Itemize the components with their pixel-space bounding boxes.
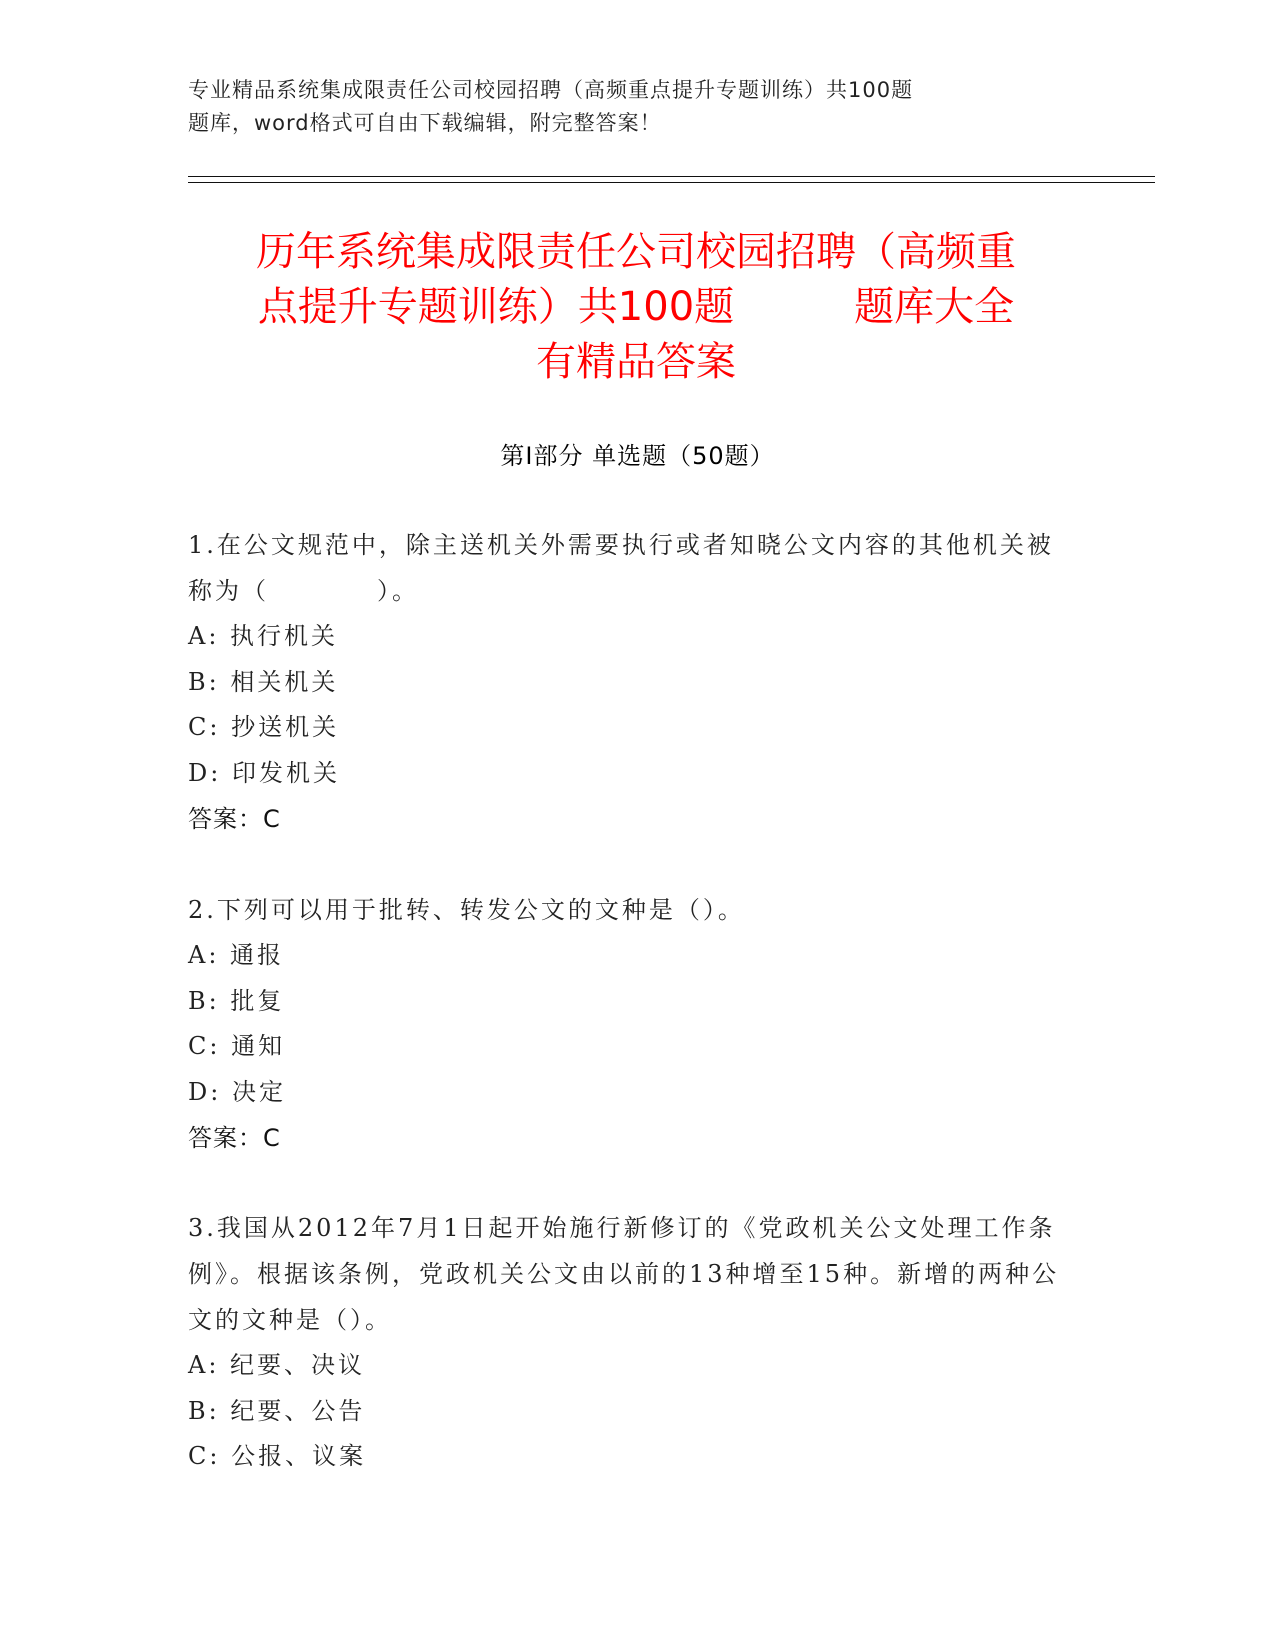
option-b: B: 相关机关 xyxy=(188,667,339,696)
question-text: 2.下列可以用于批转、转发公文的文种是（）。 xyxy=(188,896,745,924)
question-3 xyxy=(188,1205,1068,1480)
option-d: D: 决定 xyxy=(188,1077,286,1106)
question-text: 1.在公文规范中，除主送机关外需要执行或者知晓公文内容的其他机关被称为（ ）。 xyxy=(188,531,1054,605)
option-c: C: 通知 xyxy=(188,1032,286,1060)
question-1 xyxy=(188,522,1068,842)
option-d: D: 印发机关 xyxy=(188,758,340,787)
header-note xyxy=(188,74,1008,140)
option-b: B: 纪要、公告 xyxy=(188,1396,366,1425)
section-title: 第Ⅰ部分 单选题（50题） xyxy=(500,442,775,470)
option-b: B: 批复 xyxy=(188,986,285,1015)
document-title-line-3: 有精品答案 xyxy=(536,339,736,385)
question-2 xyxy=(188,887,1068,1161)
document-title-line-1: 历年系统集成限责任公司校园招聘（高频重 xyxy=(256,229,1016,275)
header-divider-bottom xyxy=(188,182,1155,183)
option-c: C: 抄送机关 xyxy=(188,713,340,741)
header-divider-top xyxy=(188,176,1155,177)
answer: 答案：C xyxy=(188,805,281,833)
answer: 答案：C xyxy=(188,1124,281,1152)
option-a: A: 纪要、决议 xyxy=(188,1351,366,1379)
document-title-line-2: 点提升专题训练）共100题 题库大全 xyxy=(257,284,1015,330)
option-a: A: 通报 xyxy=(188,941,285,969)
document-title xyxy=(196,225,1076,390)
option-a: A: 执行机关 xyxy=(188,622,339,650)
question-text: 3.我国从2012年7月1日起开始施行新修订的《党政机关公文处理工作条例》。根据该条例，党政机关公文由以前的13种增至15种。新增的两种公文的文种是（）。 xyxy=(188,1214,1060,1334)
header-note-line-2: 题库，word格式可自由下载编辑，附完整答案！ xyxy=(188,111,662,135)
option-c: C: 公报、议案 xyxy=(188,1442,367,1470)
header-note-line-1: 专业精品系统集成限责任公司校园招聘（高频重点提升专题训练）共100题 xyxy=(188,78,914,102)
